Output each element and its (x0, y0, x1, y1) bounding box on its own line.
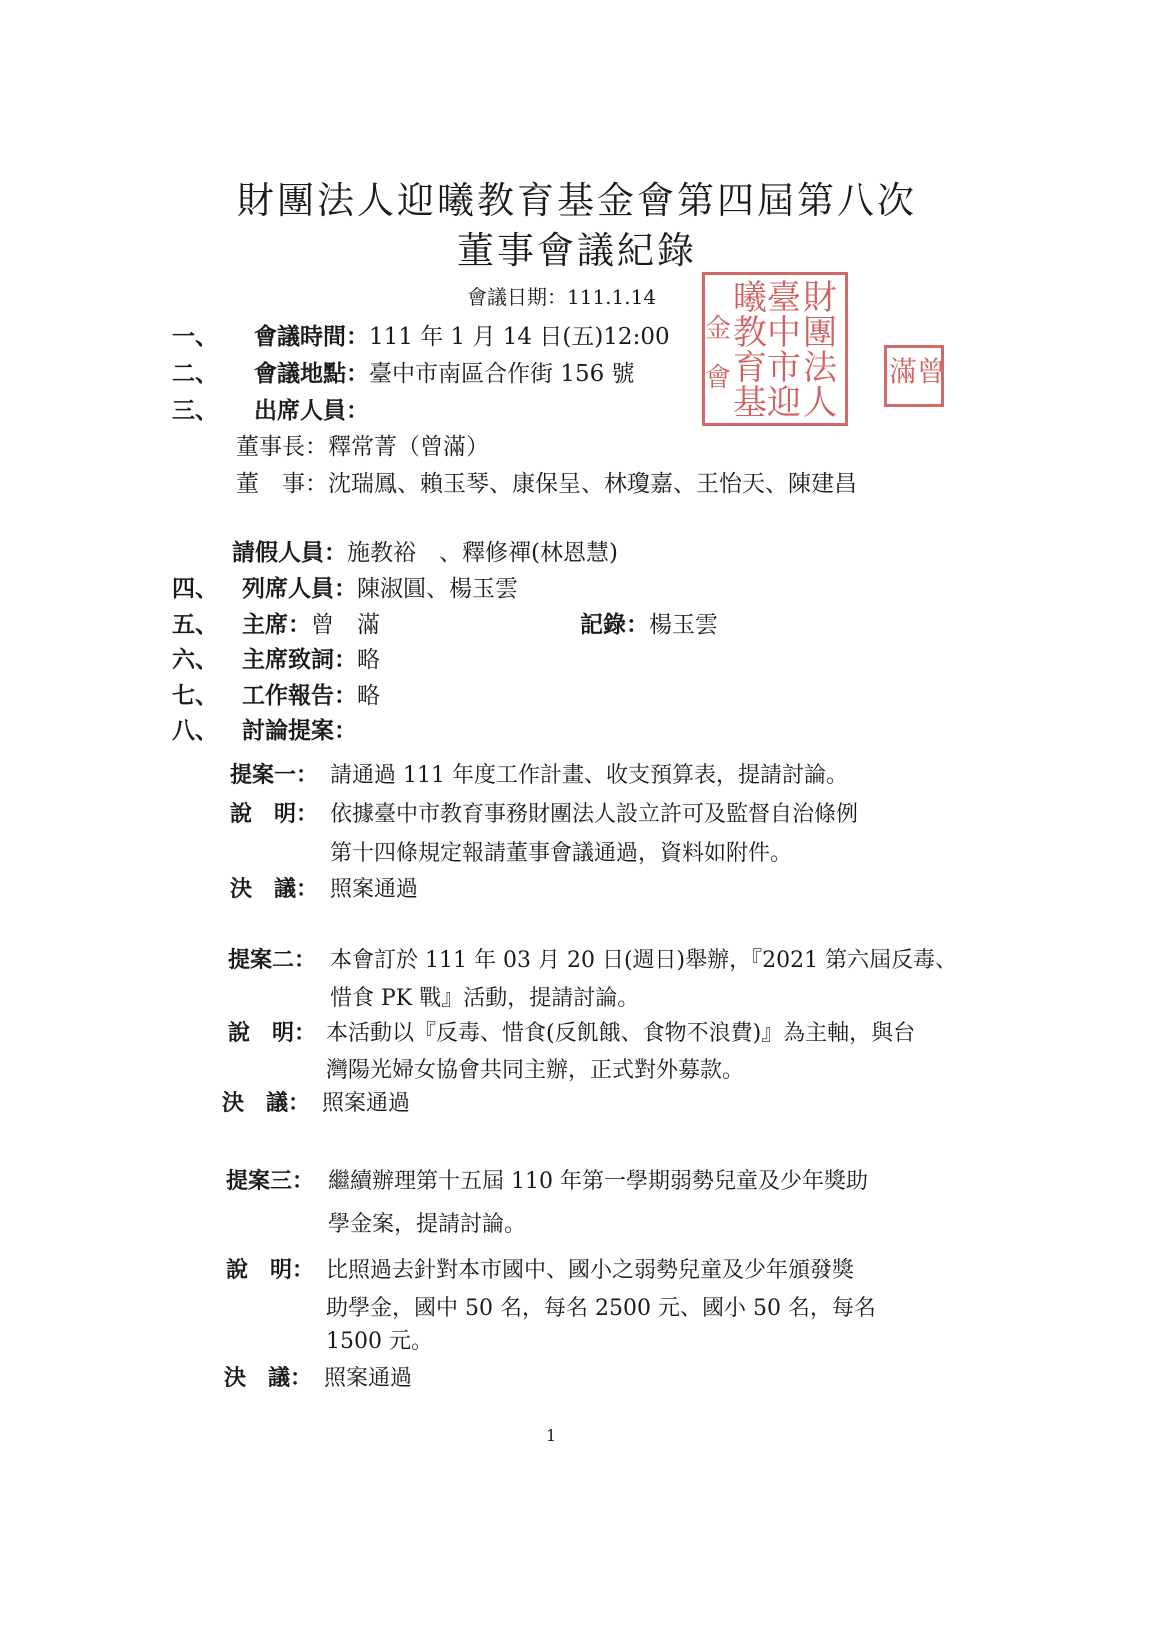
proposal-1-explain-label: 說 明： (230, 801, 319, 827)
proposal-3-text-line2: 學金案，提請討論。 (328, 1212, 527, 1237)
item-speech (172, 641, 380, 674)
proposal-2-explain-line1: 本活動以『反毒、惜食(反飢餓、食物不浪費)』為主軸，與台 (326, 1021, 916, 1046)
proposal-1-explain-line1: 依據臺中市教育事務財團法人設立許可及監督自治條例 (330, 802, 859, 827)
proposal-2-resolution: 照案通過 (322, 1091, 411, 1116)
item-place (172, 355, 635, 388)
recorder (580, 606, 718, 639)
document-title-line2: 董事會議紀錄 (457, 229, 697, 272)
item-value: 曾 滿 (311, 612, 380, 638)
item-number: 二、 (172, 360, 218, 387)
item-discussion (172, 712, 357, 745)
recorder-label: 記錄： (580, 611, 649, 638)
leave-label: 請假人員： (232, 539, 347, 566)
attendees-chairman: 董事長：釋常菁（曾滿） (236, 434, 489, 460)
item-label: 列席人員： (242, 575, 357, 602)
item-chair (172, 606, 380, 639)
item-value: 臺中市南區合作街 156 號 (369, 361, 635, 387)
item-number: 八、 (172, 717, 218, 744)
item-number: 五、 (172, 611, 218, 638)
item-number: 四、 (172, 575, 218, 602)
document-title-line1: 財團法人迎曦教育基金會第四屆第八次 (237, 179, 917, 222)
item-number: 三、 (172, 397, 218, 424)
proposal-1-explain-line2: 第十四條規定報請董事會議通過，資料如附件。 (330, 841, 793, 866)
proposal-1-resolution: 照案通過 (330, 877, 419, 902)
item-observers (172, 570, 518, 603)
item-label: 工作報告： (242, 682, 357, 709)
chairman-seal: 曾 滿 (884, 345, 944, 407)
leave-members (232, 534, 618, 567)
proposal-3-explain-line3: 1500 元。 (326, 1329, 433, 1354)
proposal-3-label: 提案三： (226, 1168, 315, 1194)
proposal-2-label: 提案二： (228, 947, 317, 973)
leave-value: 施教裕 、釋修禪(林恩慧) (347, 540, 618, 566)
proposal-3-explain-label: 說 明： (226, 1257, 315, 1283)
proposal-2-resolution-label: 決 議： (222, 1090, 311, 1116)
item-attendees (172, 392, 369, 425)
item-number: 一、 (172, 323, 218, 350)
proposal-3-explain-line1: 比照過去針對本市國中、國小之弱勢兒童及少年頒發獎 (326, 1258, 855, 1283)
item-label: 主席： (242, 611, 311, 638)
attendees-directors: 董 事：沈瑞鳳、賴玉琴、康保呈、林瓊嘉、王怡天、陳建昌 (236, 471, 857, 497)
item-report (172, 677, 380, 710)
proposal-3-resolution-label: 決 議： (224, 1365, 313, 1391)
item-value: 略 (357, 647, 380, 673)
proposal-1-text-line1: 請通過 111 年度工作計畫、收支預算表，提請討論。 (330, 763, 848, 788)
proposal-3-resolution: 照案通過 (324, 1366, 413, 1391)
proposal-2-text-line2: 惜食 PK 戰』活動，提請討論。 (330, 986, 640, 1011)
page-number: 1 (546, 1426, 557, 1445)
foundation-seal: 財 團 法 人 臺 中 市 迎 曦 教 育 基 金 會 (702, 272, 848, 426)
item-number: 七、 (172, 682, 218, 709)
proposal-3-explain-line2: 助學金，國中 50 名，每名 2500 元、國小 50 名，每名 (326, 1296, 876, 1321)
item-label: 主席致詞： (242, 646, 357, 673)
item-label: 會議地點： (254, 360, 369, 387)
item-time (172, 318, 670, 351)
proposal-2-explain-line2: 灣陽光婦女協會共同主辦，正式對外募款。 (326, 1058, 745, 1083)
item-label: 討論提案： (242, 717, 357, 744)
recorder-value: 楊玉雲 (649, 612, 718, 638)
meeting-date: 會議日期：111.1.14 (467, 285, 657, 309)
proposal-2-text-line1: 本會訂於 111 年 03 月 20 日(週日)舉辦，『2021 第六屆反毒、 (330, 948, 958, 973)
item-value: 陳淑圓、楊玉雲 (357, 576, 518, 602)
proposal-1-resolution-label: 決 議： (230, 876, 319, 902)
proposal-3-text-line1: 繼續辦理第十五屆 110 年第一學期弱勢兒童及少年獎助 (328, 1169, 868, 1194)
item-number: 六、 (172, 646, 218, 673)
item-value: 略 (357, 683, 380, 709)
proposal-2-explain-label: 說 明： (228, 1020, 317, 1046)
item-label: 出席人員： (254, 397, 369, 424)
item-value: 111 年 1 月 14 日(五)12:00 (369, 324, 670, 350)
proposal-1-label: 提案一： (230, 762, 319, 788)
item-label: 會議時間： (254, 323, 369, 350)
